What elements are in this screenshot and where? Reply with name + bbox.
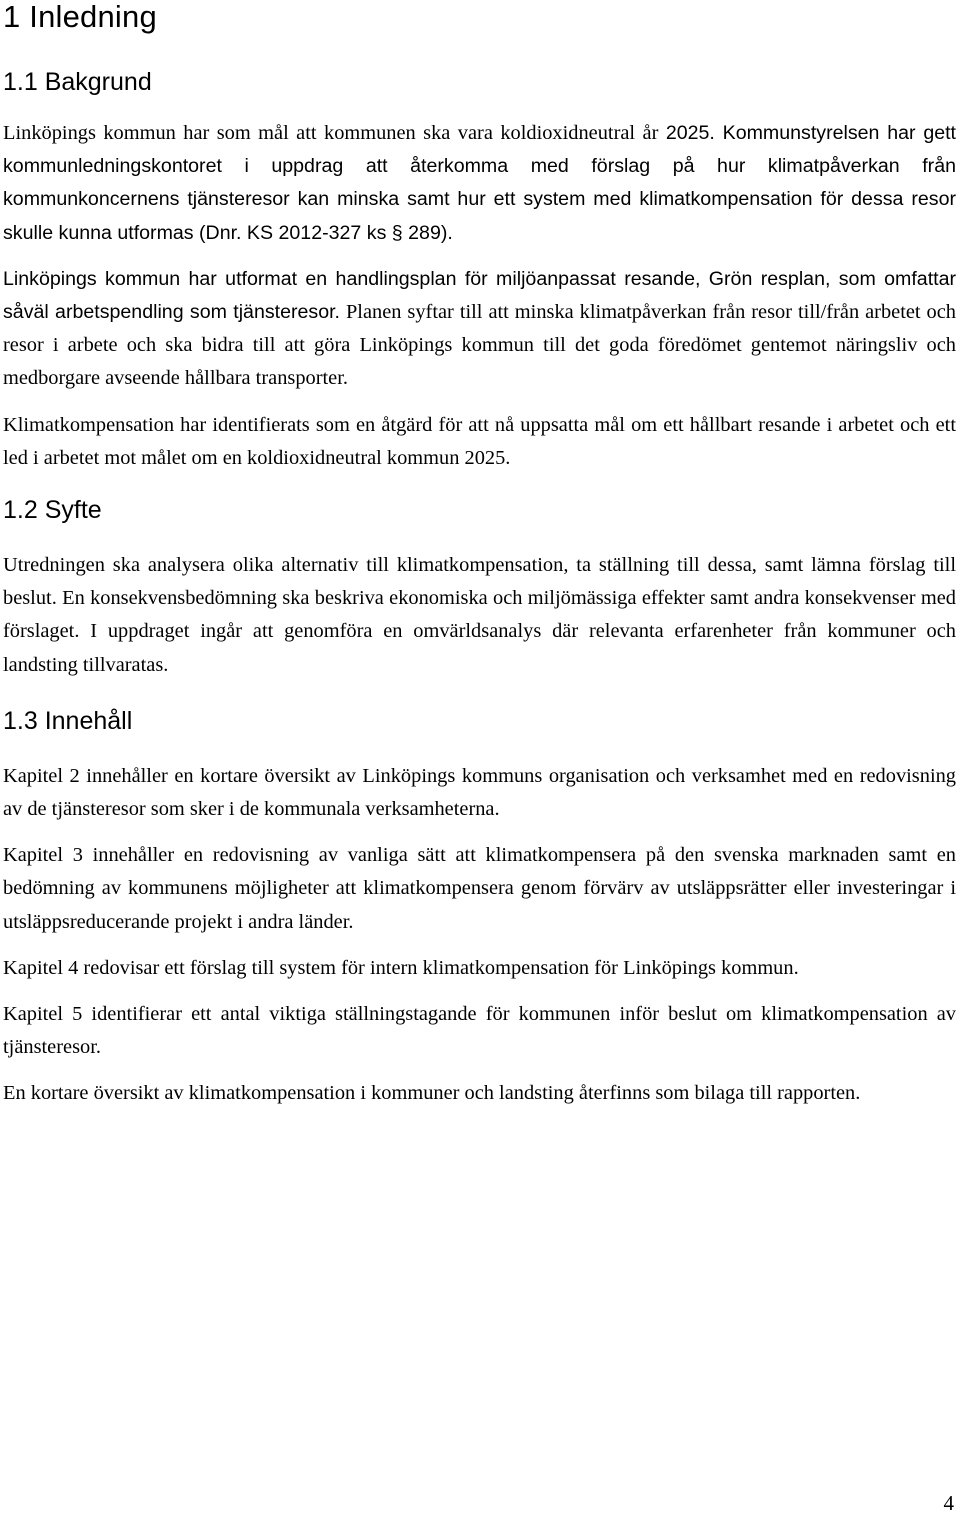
paragraph-innehall-4: Kapitel 5 identifierar ett antal viktiga ställningstagande för kommunen inför beslut om klimatkompensation av tjänsteresor.: [3, 1003, 956, 1059]
paragraph-innehall-2: Kapitel 3 innehåller en redovisning av vanliga sätt att klimatkompensera på den svenska marknaden samt en bedömning av kommunens möjligheter att klimatkompensera genom förvärv av utsläppsrätter eller investeringar i utsläppsreducerande projekt i andra länder.: [3, 844, 956, 933]
paragraph-bakgrund-3: Klimatkompensation har identifierats som en åtgärd för att nå uppsatta mål om ett hållbart resande i arbetet och ett led i arbetet mot målet om en koldioxidneutral kommun 2025.: [3, 413, 956, 469]
chapter-title: 1 Inledning: [3, 0, 157, 34]
section-heading-bakgrund: 1.1 Bakgrund: [3, 68, 152, 96]
page-number: 4: [943, 1491, 954, 1515]
paragraph-syfte-1: Utredningen ska analysera olika alternativ till klimatkompensation, ta ställning till dessa, samt lämna förslag till beslut. En konsekvensbedömning ska beskriva ekonomiska och miljömässiga effekter samt andra konsekvenser med förslaget. I uppdraget ingår att genomföra en omvärldsanalys där relevanta erfarenheter från kommuner och landsting tillvaratas.: [3, 554, 956, 676]
paragraph-bakgrund-1: [3, 117, 956, 250]
section-heading-innehall: 1.3 Innehåll: [3, 706, 133, 735]
paragraph-bakgrund-1-serif: Linköpings kommun har som mål att kommunen ska vara koldioxidneutral år: [3, 122, 666, 144]
paragraph-bakgrund-2-sans: Linköpings kommun har utformat en handlingsplan för miljöanpassat resande, Grön resplan, som omfattar såväl arbetspendling som tjänsteresor.: [3, 267, 956, 324]
paragraph-innehall-1: Kapitel 2 innehåller en kortare översikt av Linköpings kommuns organisation och verksamhet med en redovisning av de tjänsteresor som sker i de kommunala verksamheterna.: [3, 764, 956, 821]
document-page: [3, 0, 956, 1111]
paragraph-bakgrund-2-serif: Planen syftar till att minska klimatpåverkan från resor till/från arbetet och resor i arbete och ska bidra till att göra Linköpings kommun till det goda föredömet gentemot näringsliv och medborgare avseende hållbara transporter.: [3, 301, 956, 390]
paragraph-bakgrund-2: [3, 263, 956, 396]
section-heading-syfte: 1.2 Syfte: [3, 496, 102, 525]
paragraph-bakgrund-1-sans: 2025. Kommunstyrelsen har gett kommunledningskontoret i uppdrag att återkomma med förslag på hur klimatpåverkan från kommunkoncernens tjänsteresor kan minska samt hur ett system med klimatkompensation för dessa resor skulle kunna utformas (Dnr. KS 2012-327 ks § 289).: [3, 122, 956, 244]
paragraph-innehall-5: En kortare översikt av klimatkompensation i kommuner och landsting återfinns som bilaga till rapporten.: [3, 1082, 861, 1105]
paragraph-innehall-3: Kapitel 4 redovisar ett förslag till system för intern klimatkompensation för Linköpings kommun.: [3, 956, 799, 979]
